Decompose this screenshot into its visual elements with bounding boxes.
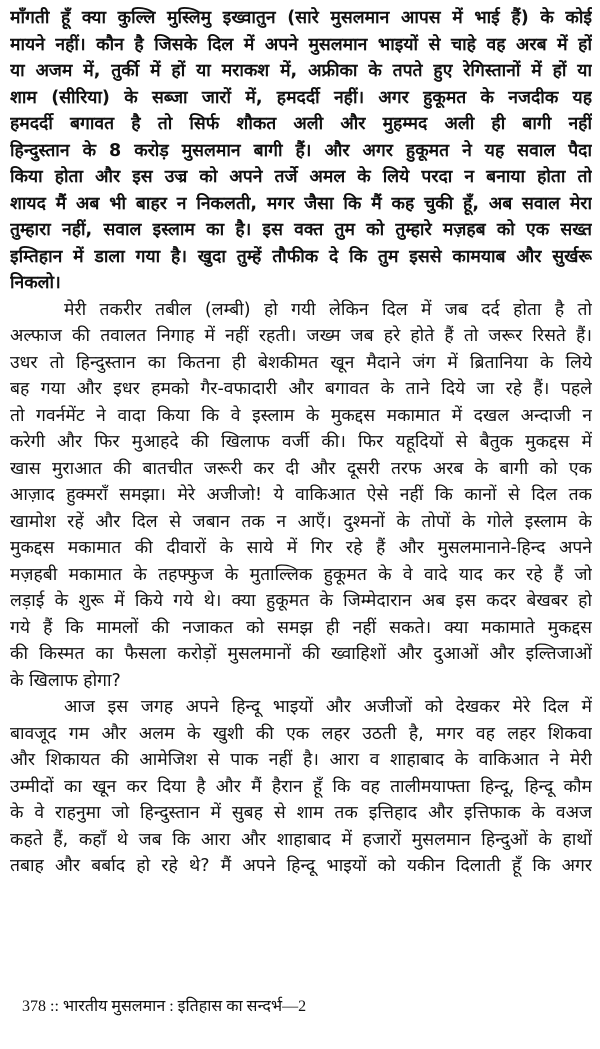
text-line: और शिकायत की आमेजिश से पाक नहीं है। आरा व शाहाबाद के वाकिआत ने मेरी xyxy=(10,750,592,770)
book-title: भारतीय मुसलमान : इतिहास का सन्दर्भ—2 xyxy=(62,998,307,1015)
text-line: निकलो। xyxy=(10,273,61,293)
text-line: उधर तो हिन्दुस्तान का कितना ही बेशकीमत खून मैदाने जंग में ब्रितानिया के लिये xyxy=(10,352,592,373)
text-line: गये हैं कि मामलों की नजाकत को समझ ही नहीं सकते। क्या मकामाते मुकद्दस xyxy=(10,617,592,638)
text-line: लड़ाई के शुरू में किये गये थे। क्या हुकूमत के जिम्मेदारान अब इस कदर बेखबर हो xyxy=(10,591,592,611)
text-line: तो गवर्नमेंट ने वादा किया कि वे इस्लाम के मुकद्दस मकामात में दखल अन्दाजी न xyxy=(10,405,592,426)
paragraph-3 xyxy=(10,694,592,880)
text-line: कहते हैं, कहाँ थे जब कि आरा और शाहाबाद में हजारों मुसलमान हिन्दुओं के हाथों xyxy=(10,829,592,850)
text-line: के खिलाफ होगा? xyxy=(10,670,121,691)
page-footer xyxy=(22,996,306,1018)
text-line: आज़ाद हुक्मराँ समझा। मेरे अजीजो! ये वाकिआत ऐसे नहीं कि कानों से दिल तक xyxy=(10,485,592,505)
text-line: माँगती हूँ क्या कुल्लि मुस्लिमु इख्वातुन (सारे मुसलमान आपस में भाई हैं) के कोई xyxy=(10,8,592,28)
text-line: इम्तिहान में डाला गया है। खुदा तुम्हें तौफीक दे कि तुम इससे कामयाब और सुर्खरू xyxy=(10,246,592,267)
text-line: किया होता और इस उज्र को अपने तर्जे अमल के लिये परदा न बनाया होता तो xyxy=(10,167,592,187)
text-line: शाम (सीरिया) के सब्जा जारों में, हमदर्दी नहीं। अगर हुकूमत के नजदीक यह xyxy=(10,87,592,108)
text-line: खास मुराआत की बातचीत जरूरी कर दी और दूसरी तरफ अरब के बागी को एक xyxy=(10,458,592,479)
text-line: बह गया और इधर हमको गैर-वफादारी और बगावत के ताने दिये जा रहे हैं। पहले xyxy=(10,379,592,399)
text-line: उम्मीदों का खून कर दिया है और मैं हैरान हूँ कि वह तालीमयाफ्ता हिन्दू, हिन्दू कौम xyxy=(10,776,592,797)
text-line: बावजूद गम और अलम के खुशी की एक लहर उठती है, मगर वह लहर शिकवा xyxy=(10,723,592,744)
text-line: मज़हबी मकामात के तहफ्फुज के मुताल्लिक हुकूमत के वे वादे याद कर रहे हैं जो xyxy=(10,564,592,585)
footer-separator: :: xyxy=(50,998,59,1015)
text-line: मेरी तकरीर तबील (लम्बी) हो गयी लेकिन दिल में जब दर्द होता है तो xyxy=(64,299,592,320)
text-line: अल्फाज की तवालत निगाह में नहीं रहती। जख्म जब हरे होते हैं तो जरूर रिसते हैं। xyxy=(10,326,592,346)
paragraph-1 xyxy=(10,5,592,297)
text-line: शायद मैं अब भी बाहर न निकलती, मगर जैसा कि मैं कह चुकी हूँ, अब सवाल मेरा xyxy=(10,193,592,214)
text-line: तबाह और बर्बाद हो रहे थे? मैं अपने हिन्दू भाइयों को यकीन दिलाती हूँ कि अगर xyxy=(10,856,592,876)
page-number: 378 xyxy=(22,998,46,1015)
paragraph-2 xyxy=(10,297,592,695)
text-line: करेगी और फिर मुआहदे की खिलाफ वर्जी की। फिर यहूदियों से बैतुक मुकद्दस में xyxy=(10,432,592,452)
text-line: मुकद्दस मकामात की दीवारों के साये में गिर रहे हैं और मुसलमानाने-हिन्द अपने xyxy=(10,538,592,558)
text-line: हमदर्दी बगावत है तो सिर्फ शौकत अली और मुहम्मद अली ही बागी नहीं xyxy=(10,114,592,134)
text-line: हिन्दुस्तान के 8 करोड़ मुसलमान बागी हैं। और अगर हुकूमत ने यह सवाल पैदा xyxy=(10,140,592,161)
text-line: या अजम में, तुर्की में हों या मराकश में, अफ्रीका के तपते हुए रेगिस्तानों में हों या xyxy=(10,61,592,81)
text-line: मायने नहीं। कौन है जिसके दिल में अपने मुसलमान भाइयों से चाहे वह अरब में हों xyxy=(10,34,592,55)
text-line: खामोश रहें और दिल से जबान तक न आएँ। दुश्मनों के तोपों के गोले इस्लाम के xyxy=(10,511,592,532)
text-line: की किस्मत का फैसला करोड़ों मुसलमानों की ख्वाहिशों और दुआओं और इल्तिजाओं xyxy=(10,644,592,664)
text-line: तुम्हारा नहीं, सवाल इस्लाम का है। इस वक्त तुम को तुम्हारे मज़हब को एक सख्त xyxy=(10,220,592,240)
text-line: आज इस जगह अपने हिन्दू भाइयों और अजीजों को देखकर मेरे दिल में xyxy=(64,697,592,717)
text-line: के वे राहनुमा जो हिन्दुस्तान में सुबह से शाम तक इत्तिहाद और इत्तिफाक के वअज xyxy=(10,803,592,823)
page-body xyxy=(10,5,592,880)
